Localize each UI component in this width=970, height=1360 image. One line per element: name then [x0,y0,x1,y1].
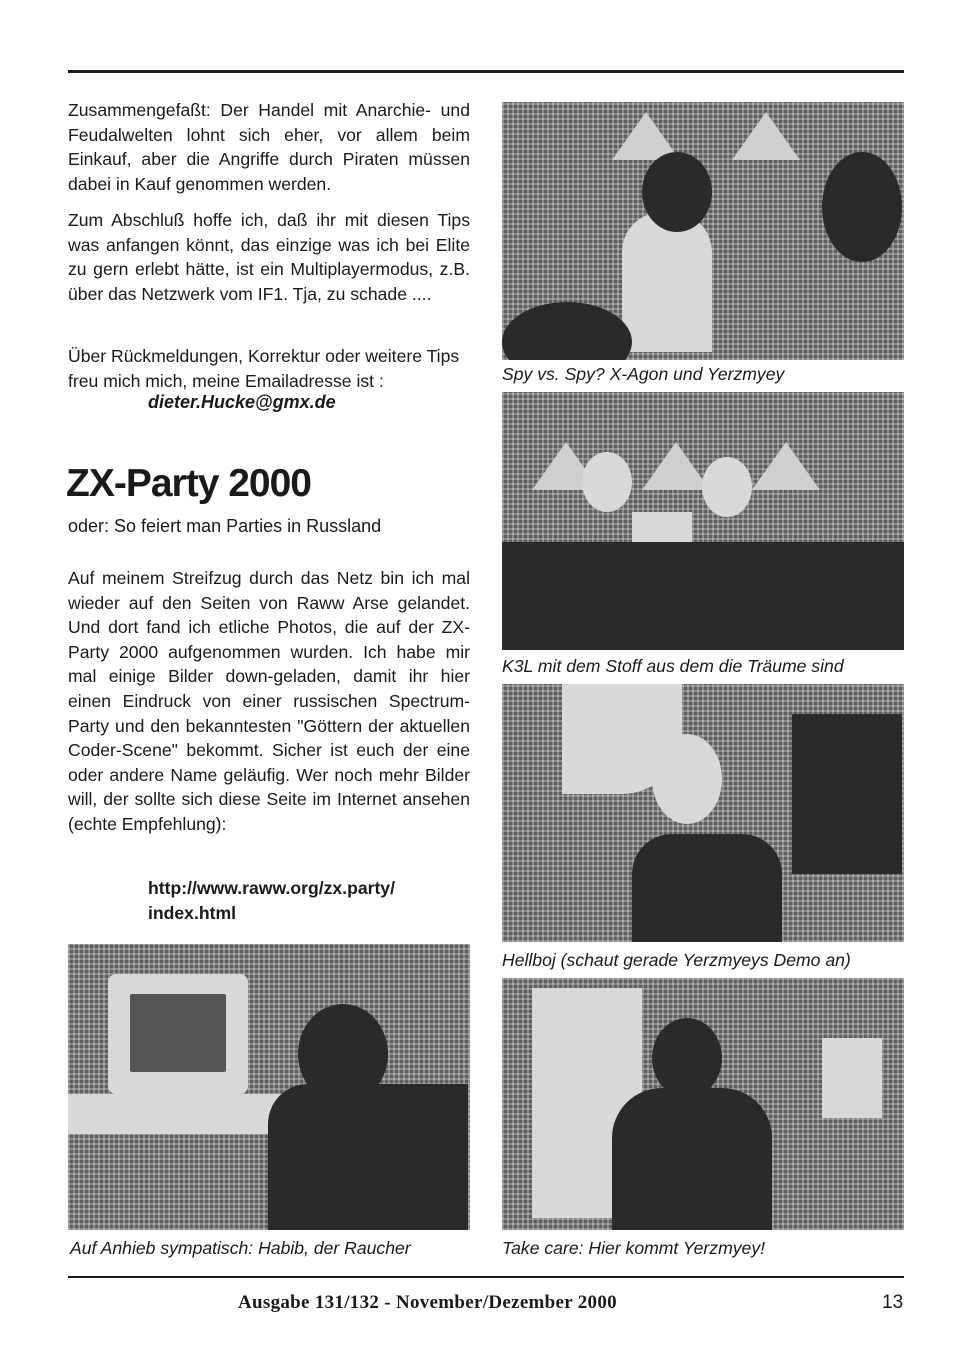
feedback-paragraph: Über Rückmeldungen, Korrektur oder weitere Tips freu mich mich, meine Emailadresse ist : [68,346,460,391]
photo-spy-vs-spy [502,102,904,360]
email-address: dieter.Hucke@gmx.de [148,392,336,412]
summary-paragraph: Zusammengefaßt: Der Handel mit Anarchie- und Feudalwelten lohnt sich eher, vor allem beim Einkauf, aber die Angriffe durch Piraten müssen dabei in Kauf genommen werden. [68,100,470,194]
photo-take-care [502,978,904,1230]
url-line-1: http://www.raww.org/zx.party/ [148,878,395,898]
photo-hellboj [502,684,904,942]
caption-photo-2: K3L mit dem Stoff aus dem die Träume sind [502,656,844,676]
article-subtitle: oder: So feiert man Parties in Russland [68,516,382,536]
url-line-2: index.html [148,903,236,923]
article-body: Auf meinem Streifzug durch das Netz bin ich mal wieder auf den Seiten von Raww Arse gelandet. Und dort fand ich etliche Photos, die auf der ZX-Party 2000 aufgenommen wurden. Ich habe mir mal einige Bilder down-geladen, damit ihr hier einen Eindruck von einer russischen Spectrum-Party und den bekanntesten "Göttern der aktuellen Coder-Scene" bekommt. Sicher ist euch der eine oder andere Name geläufig. Wer noch mehr Bilder will, der sollte sich diese Seite im Internet ansehen (echte Empfehlung): [68,568,470,834]
page-number: 13 [882,1292,904,1313]
caption-photo-3: Hellboj (schaut gerade Yerzmyeys Demo an) [502,950,851,970]
caption-photo-1: Spy vs. Spy? X-Agon und Yerzmyey [502,364,785,384]
issue-footer: Ausgabe 131/132 - November/Dezember 2000 [238,1292,617,1313]
article-url [148,876,395,926]
top-rule [68,70,904,73]
caption-photo-4: Take care: Hier kommt Yerzmyey! [502,1238,766,1258]
caption-photo-5: Auf Anhieb sympatisch: Habib, der Raucher [70,1238,411,1258]
closing-paragraph: Zum Abschluß hoffe ich, daß ihr mit diesen Tips was anfangen könnt, das einzige was ich bei Elite zu gern erlebt hätte, ist ein Multiplayermodus, z.B. über das Netzwerk vom IF1. Tja, zu schade .... [68,210,470,304]
photo-habib [68,944,470,1230]
bottom-rule [68,1276,904,1278]
photo-k3l [502,392,904,650]
article-title: ZX-Party 2000 [66,462,311,505]
